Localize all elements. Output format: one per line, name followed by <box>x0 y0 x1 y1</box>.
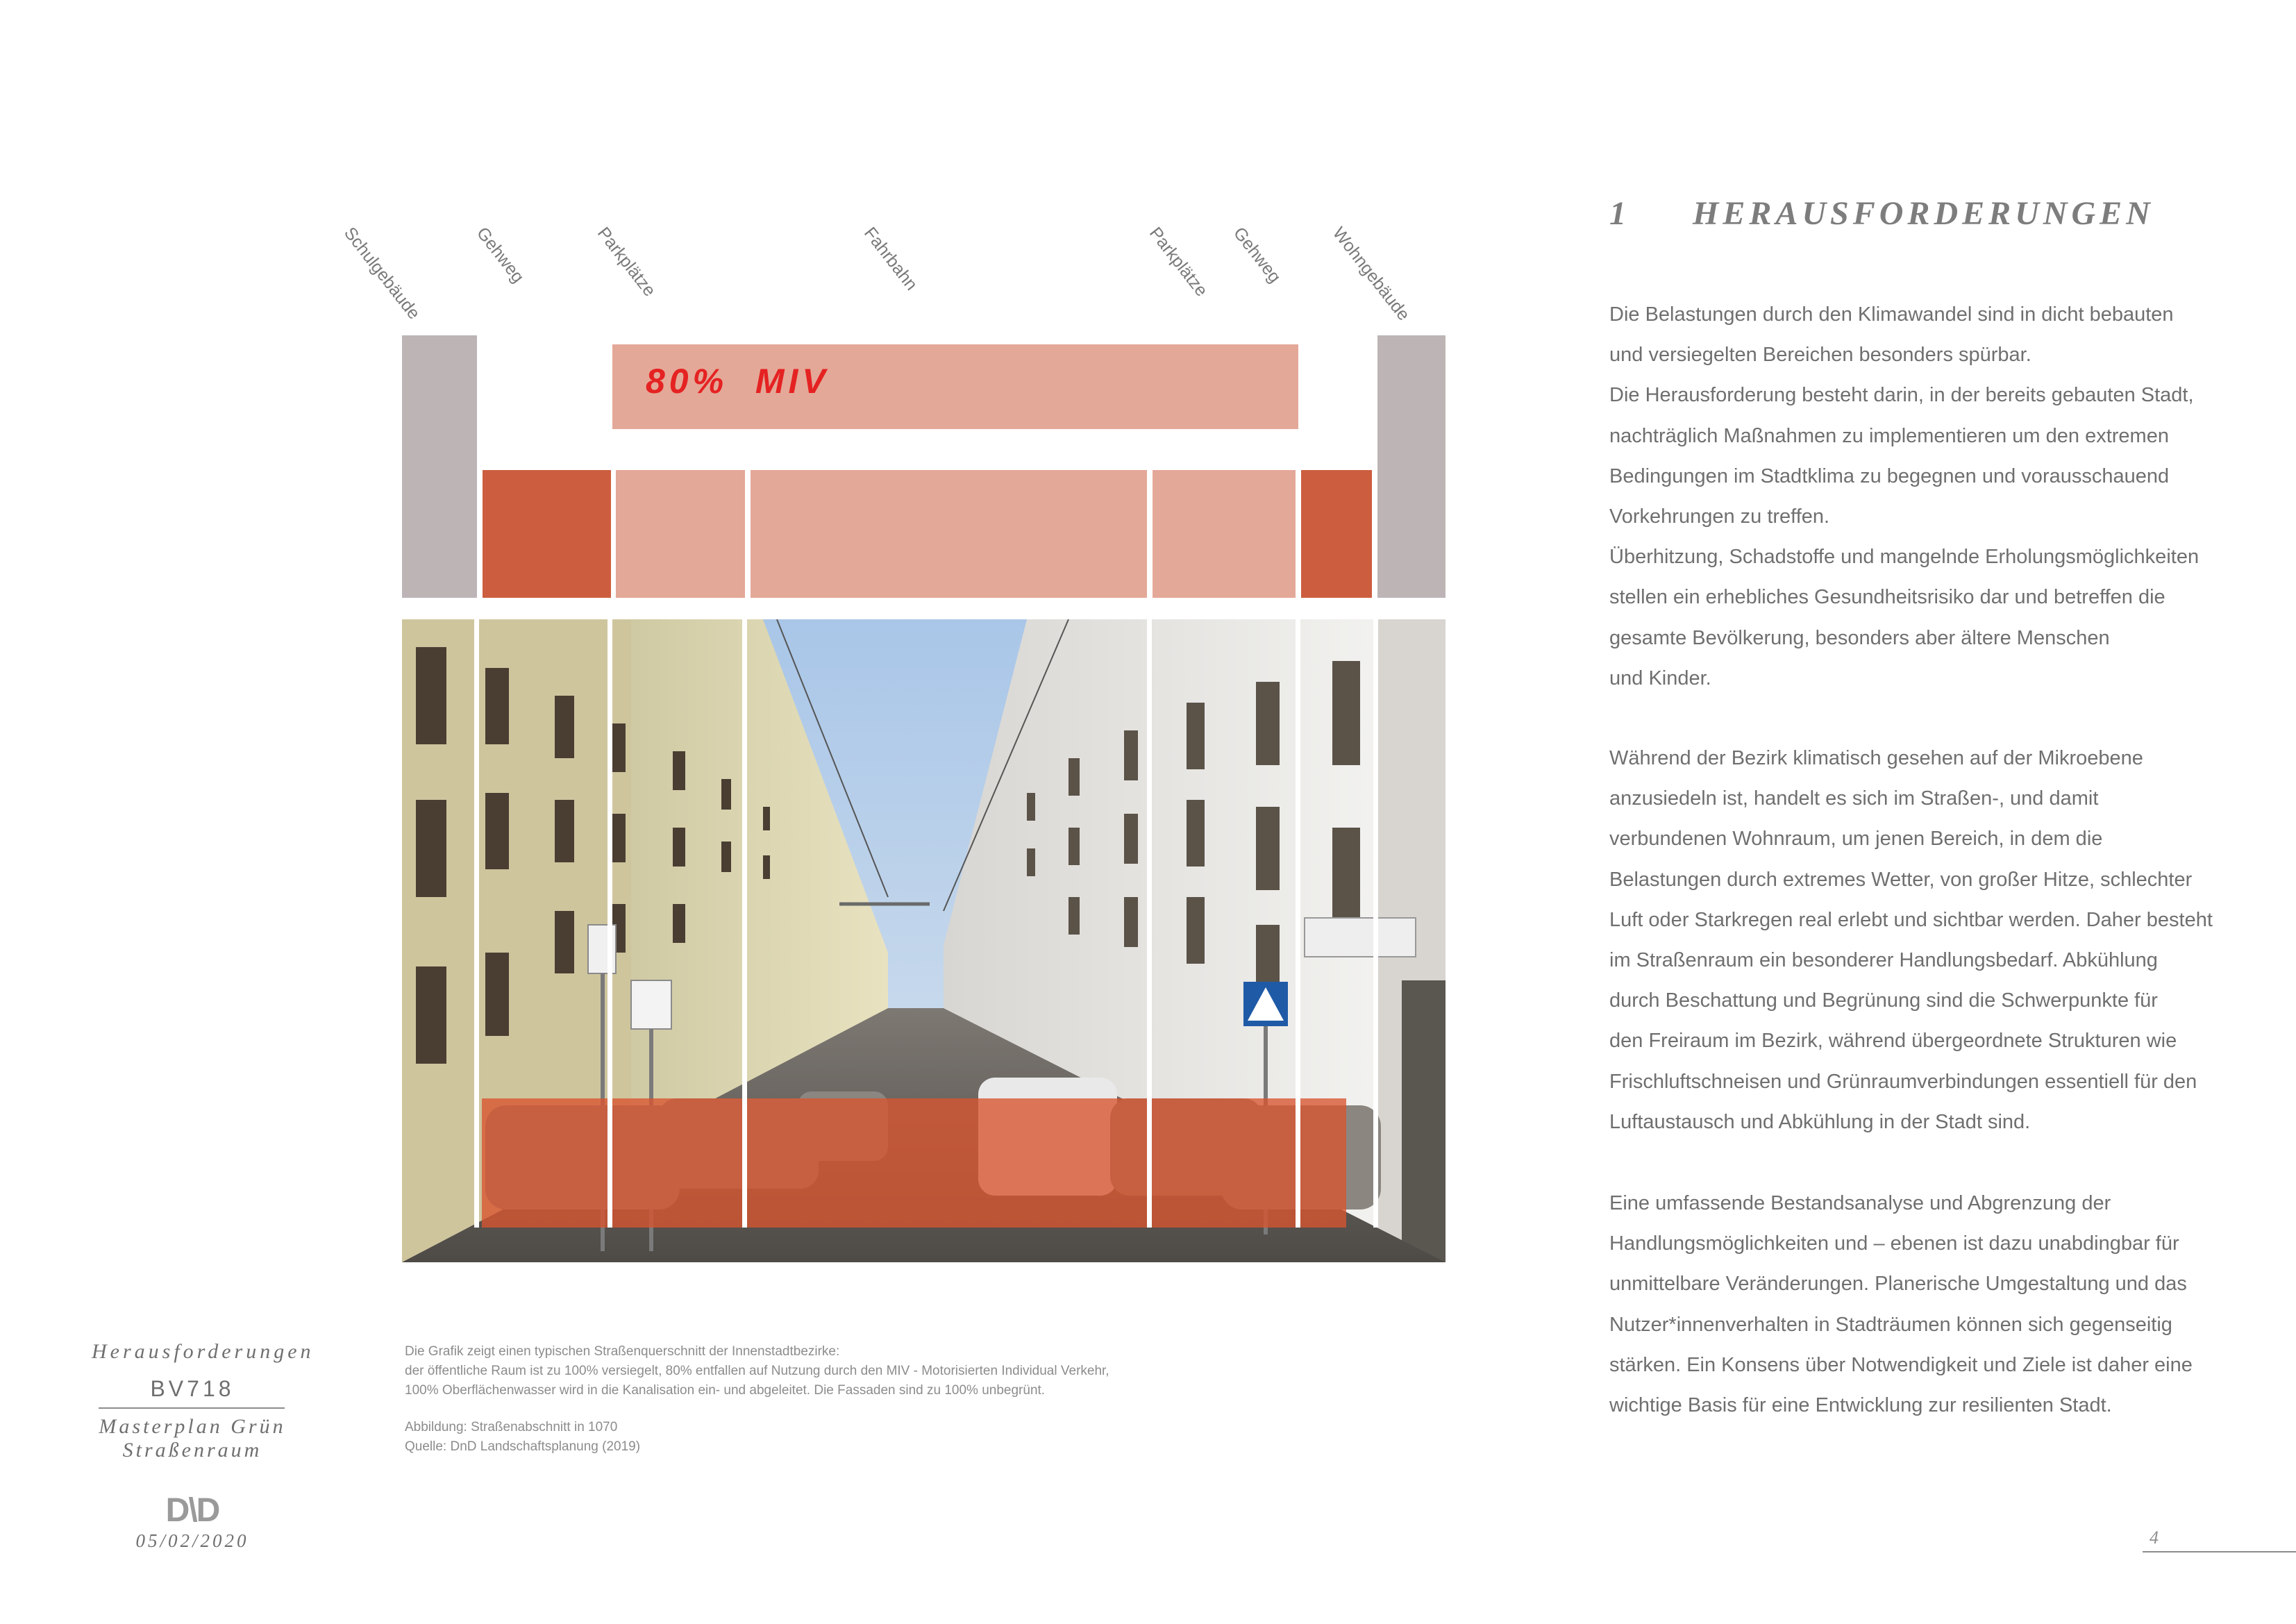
paragraph-line: nachträglich Maßnahmen zu implementieren um den extremen <box>1609 424 2169 447</box>
paragraph-line: Die Belastungen durch den Klimawandel sind in dicht bebauten <box>1609 303 2174 326</box>
column-label-sidewalk-left: Gehweg <box>472 224 528 287</box>
column-label-school-building: Schulgebäude <box>340 224 424 324</box>
section-heading <box>1609 194 2154 233</box>
body-paragraph-2 <box>1609 738 2213 1142</box>
page-number: 4 <box>2150 1527 2159 1548</box>
paragraph-line: stärken. Ein Konsens über Notwendigkeit und Ziele ist daher eine <box>1609 1353 2193 1376</box>
street-photo <box>402 619 1446 1262</box>
residential-building-block <box>1377 335 1446 598</box>
column-label-roadway: Fahrbahn <box>860 224 921 294</box>
column-label-residential-building: Wohngebäude <box>1328 224 1414 325</box>
paragraph-line: Eine umfassende Bestandsanalyse und Abgrenzung der <box>1609 1192 2111 1214</box>
section-title: HERAUSFORDERUNGEN <box>1693 195 2154 232</box>
paragraph-line: Überhitzung, Schadstoffe und mangelnde Erholungsmöglichkeiten <box>1609 546 2199 569</box>
body-paragraph-3 <box>1609 1183 2193 1425</box>
paragraph-line: und Kinder. <box>1609 667 1711 689</box>
paragraph-line: Vorkehrungen zu treffen. <box>1609 505 1830 528</box>
meta-divider <box>99 1407 285 1409</box>
paragraph-line: Die Herausforderung besteht darin, in der bereits gebauten Stadt, <box>1609 384 2194 407</box>
paragraph-line: unmittelbare Veränderungen. Planerische Umgestaltung und das <box>1609 1273 2187 1296</box>
column-label-parking-left: Parkplätze <box>593 224 660 301</box>
paragraph-line: und versiegelten Bereichen besonders spürbar. <box>1609 344 2031 367</box>
paragraph-line: gesamte Bevölkerung, besonders aber ältere Menschen <box>1609 626 2110 649</box>
sidewalk-left-block <box>483 470 611 598</box>
caption-line: der öffentliche Raum ist zu 100% versiegelt, 80% entfallen auf Nutzung durch den MIV - Motorisierten Individual Verkehr, <box>405 1364 1109 1378</box>
paragraph-line: stellen ein erhebliches Gesundheitsrisiko dar und betreffen die <box>1609 586 2165 609</box>
paragraph-line: Handlungsmöglichkeiten und – ebenen ist dazu unabdingbar für <box>1609 1232 2179 1255</box>
paragraph-line: verbundenen Wohnraum, um jenen Bereich, in dem die <box>1609 828 2103 851</box>
paragraph-line: durch Beschattung und Begrünung sind die Schwerpunkte für <box>1609 989 2158 1012</box>
chapter-label: Herausforderungen <box>92 1340 315 1363</box>
paragraph-line: wichtige Basis für eine Entwicklung zur resilienten Stadt. <box>1609 1394 2112 1417</box>
miv-share-bar <box>612 344 1298 429</box>
page-number-rule <box>2143 1551 2296 1552</box>
paragraph-line: im Straßenraum ein besonderer Handlungsbedarf. Abkühlung <box>1609 949 2158 972</box>
roadway-block <box>751 470 1147 598</box>
document-date: 05/02/2020 <box>135 1530 249 1551</box>
sidewalk-right-block <box>1301 470 1372 598</box>
paragraph-line: Luft oder Starkregen real erlebt und sichtbar werden. Daher besteht <box>1609 908 2213 931</box>
figure-source: Quelle: DnD Landschaftsplanung (2019) <box>405 1439 641 1454</box>
paragraph-line: Belastungen durch extremes Wetter, von großer Hitze, schlechter <box>1609 868 2193 891</box>
school-building-block <box>402 335 477 598</box>
document-code: BV718 <box>150 1376 235 1401</box>
paragraph-line: Nutzer*innenverhalten in Stadträumen können sich gegenseitig <box>1609 1313 2172 1336</box>
paragraph-line: Luftaustausch und Abkühlung in der Stadt sind. <box>1609 1110 2031 1133</box>
paragraph-line: anzusiedeln ist, handelt es sich im Straßen-, und damit <box>1609 787 2099 810</box>
parking-left-block <box>616 470 745 598</box>
caption-line: Die Grafik zeigt einen typischen Straßenquerschnitt der Innenstadtbezirke: <box>405 1344 840 1359</box>
paragraph-line: Während der Bezirk klimatisch gesehen auf der Mikroebene <box>1609 747 2143 769</box>
figure-reference: Abbildung: Straßenabschnitt in 1070 <box>405 1420 618 1434</box>
paragraph-line: den Freiraum im Bezirk, während übergeordnete Strukturen wie <box>1609 1030 2177 1053</box>
paragraph-line: Bedingungen im Stadtklima zu begegnen und vorausschauend <box>1609 464 2170 487</box>
column-label-parking-right: Parkplätze <box>1145 224 1212 301</box>
miv-share-label: 80% MIV <box>646 362 830 401</box>
dnd-logo: D\D <box>165 1492 219 1529</box>
paragraph-line: Frischluftschneisen und Grünraumverbindungen essentiell für den <box>1609 1070 2197 1093</box>
column-label-sidewalk-right: Gehweg <box>1229 224 1285 287</box>
body-paragraph-1 <box>1609 294 2199 698</box>
project-title-line-1: Masterplan Grün <box>99 1415 286 1438</box>
parking-right-block <box>1153 470 1296 598</box>
caption-line: 100% Oberflächenwasser wird in die Kanalisation ein- und abgeleitet. Die Fassaden sind zu 100% unbegrünt. <box>405 1383 1046 1398</box>
project-title-line-2: Straßenraum <box>122 1439 262 1462</box>
section-number: 1 <box>1609 195 1630 232</box>
